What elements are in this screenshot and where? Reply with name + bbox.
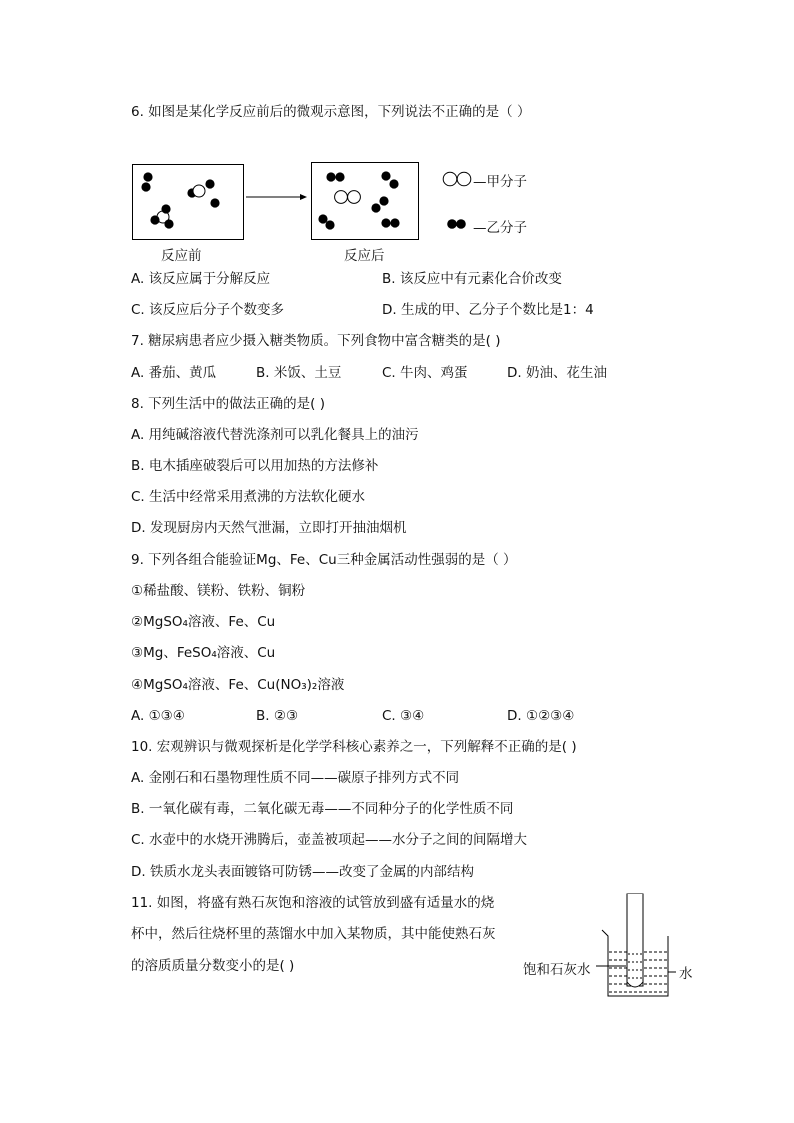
q11-line-3: 的溶质质量分数变小的是( )	[131, 958, 295, 974]
q9-item-4: ④MgSO₄溶液、Fe、Cu(NO₃)₂溶液	[131, 677, 345, 693]
label-water: 水	[679, 966, 693, 982]
q10-option-a: A. 金刚石和石墨物理性质不同——碳原子排列方式不同	[131, 770, 460, 786]
q7-option-b: B. 米饭、土豆	[256, 365, 342, 381]
legend-jia-icon	[442, 171, 474, 187]
q9-option-d: D. ①②③④	[507, 708, 575, 724]
label-saturated-limewater: 饱和石灰水	[523, 962, 591, 978]
q9-item-2: ②MgSO₄溶液、Fe、Cu	[131, 614, 276, 630]
q6-option-c: C. 该反应后分子个数变多	[131, 302, 285, 318]
before-box	[132, 164, 244, 240]
q7-stem: 7. 糖尿病患者应少摄入糖类物质。下列食物中富含糖类的是( )	[131, 333, 501, 349]
q9-option-b: B. ②③	[256, 708, 299, 724]
q7-option-d: D. 奶油、花生油	[507, 365, 607, 381]
q9-item-3: ③Mg、FeSO₄溶液、Cu	[131, 645, 276, 661]
q8-option-c: C. 生活中经常采用煮沸的方法软化硬水	[131, 489, 366, 505]
beaker-diagram	[596, 892, 676, 1002]
q8-option-b: B. 电木插座破裂后可以用加热的方法修补	[131, 458, 379, 474]
q10-option-b: B. 一氧化碳有毒，二氧化碳无毒——不同种分子的化学性质不同	[131, 801, 514, 817]
q8-option-d: D. 发现厨房内天然气泄漏，立即打开抽油烟机	[131, 520, 407, 536]
caption-after: 反应后	[344, 248, 385, 264]
legend-jia-label: —甲分子	[473, 174, 527, 190]
legend-yi-label: —乙分子	[473, 220, 527, 236]
after-molecules	[312, 163, 418, 239]
q7-option-a: A. 番茄、黄瓜	[131, 365, 217, 381]
q9-stem: 9. 下列各组合能验证Mg、Fe、Cu三种金属活动性强弱的是（ ）	[131, 552, 517, 568]
q6-option-d: D. 生成的甲、乙分子个数比是1：4	[382, 302, 594, 318]
q10-option-c: C. 水壶中的水烧开沸腾后，壶盖被项起——水分子之间的间隔增大	[131, 832, 528, 848]
legend-yi-icon	[447, 218, 471, 230]
q9-option-a: A. ①③④	[131, 708, 185, 724]
q11-line-2: 杯中，然后往烧杯里的蒸馏水中加入某物质，其中能使熟石灰	[131, 926, 496, 942]
reaction-arrow	[246, 193, 306, 203]
caption-before: 反应前	[161, 248, 202, 264]
q9-item-1: ①稀盐酸、镁粉、铁粉、铜粉	[131, 583, 306, 599]
q10-stem: 10. 宏观辨识与微观探析是化学学科核心素养之一，下列解释不正确的是( )	[131, 739, 577, 755]
after-box	[311, 162, 419, 240]
q9-option-c: C. ③④	[382, 708, 425, 724]
q10-option-d: D. 铁质水龙头表面镀铬可防锈——改变了金属的内部结构	[131, 864, 474, 880]
q11-line-1: 11. 如图，将盛有熟石灰饱和溶液的试管放到盛有适量水的烧	[131, 895, 495, 911]
q8-stem: 8. 下列生活中的做法正确的是( )	[131, 396, 325, 412]
q6-stem: 6. 如图是某化学反应前后的微观示意图，下列说法不正确的是（ ）	[131, 104, 531, 120]
q6-option-a: A. 该反应属于分解反应	[131, 271, 271, 287]
before-molecules	[133, 165, 243, 239]
q6-option-b: B. 该反应中有元素化合价改变	[382, 271, 562, 287]
q7-option-c: C. 牛肉、鸡蛋	[382, 365, 468, 381]
q8-option-a: A. 用纯碱溶液代替洗涤剂可以乳化餐具上的油污	[131, 427, 419, 443]
